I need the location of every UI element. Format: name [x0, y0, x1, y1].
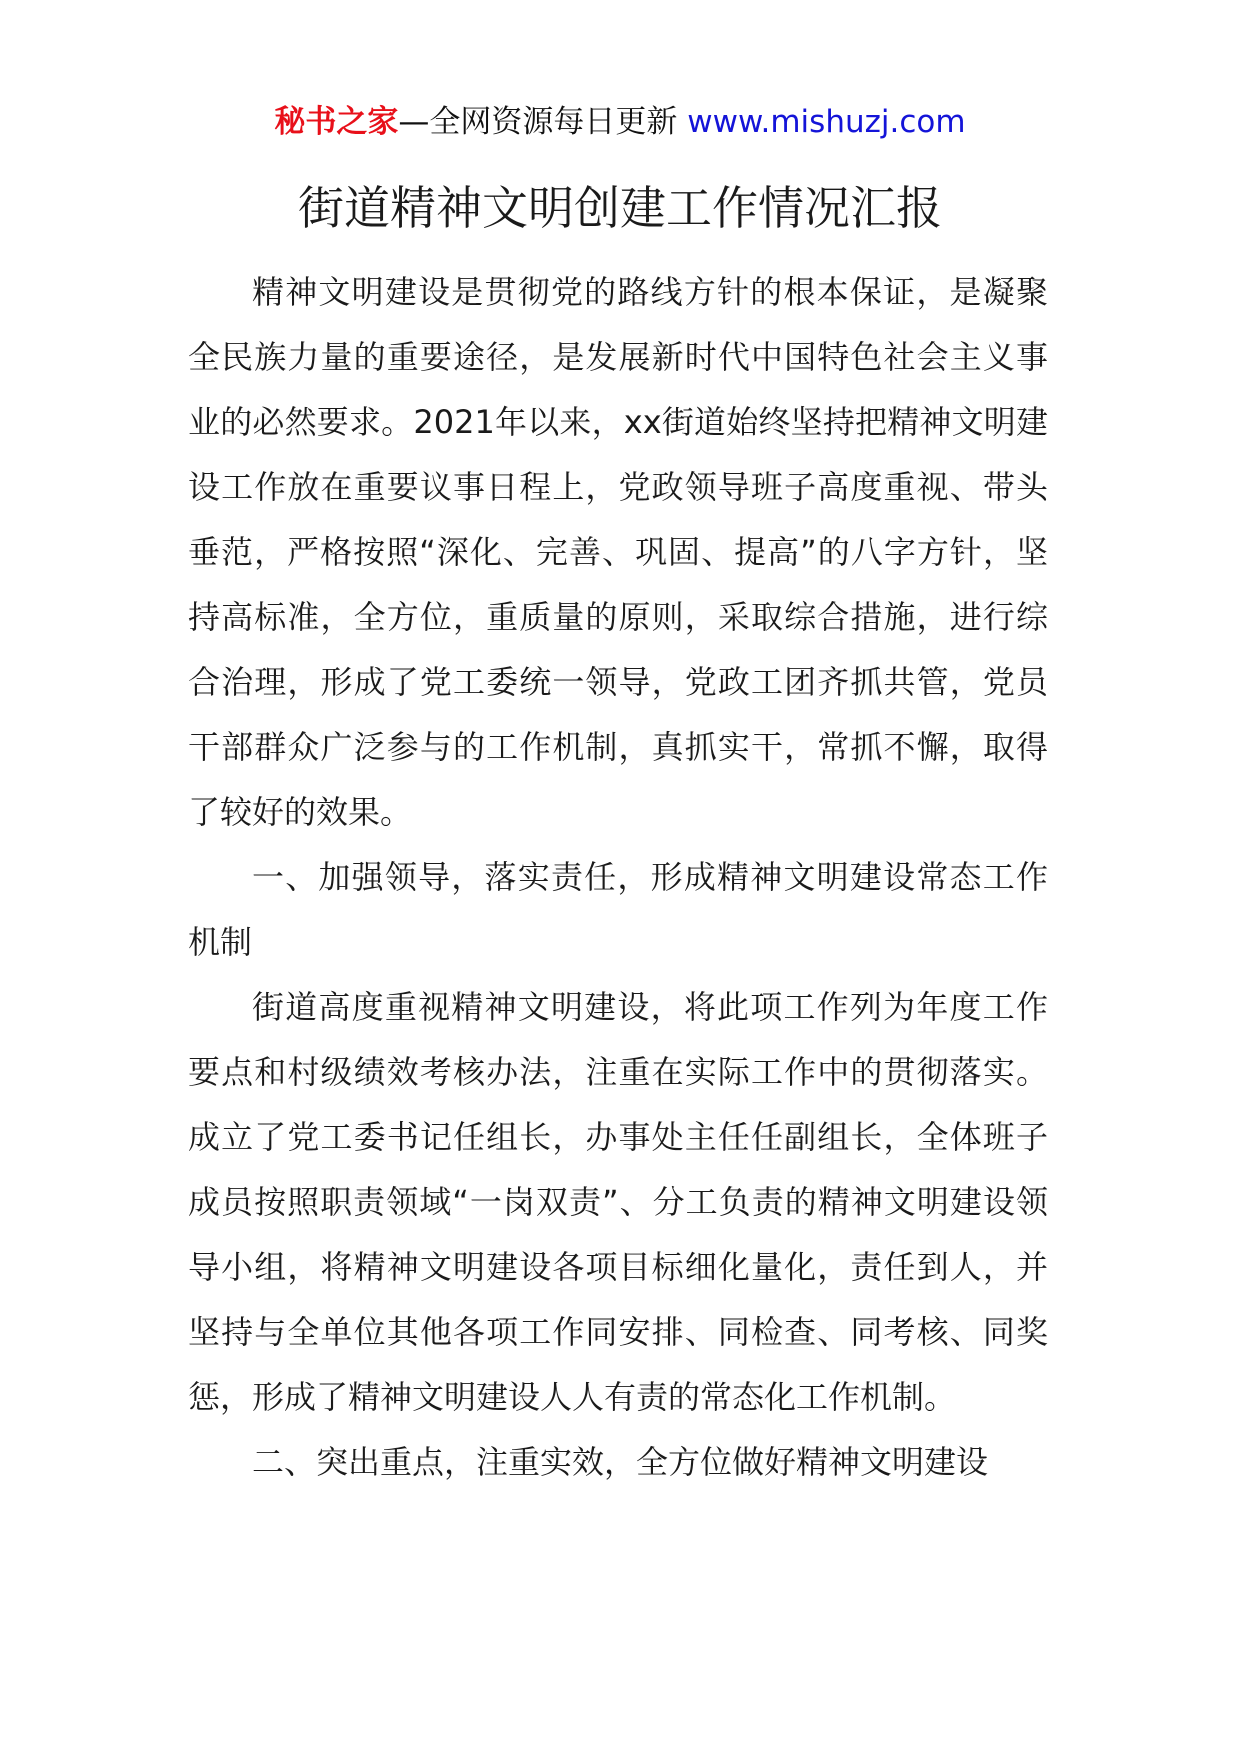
site-header [0, 100, 1240, 144]
paragraph-intro: 精神文明建设是贯彻党的路线方针的根本保证，是凝聚全民族力量的重要途径，是发展新时代中国特色社会主义事业的必然要求。2021年以来，xx街道始终坚持把精神文明建设工作放在重要议事日程上，党政领导班子高度重视、带头垂范，严格按照“深化、完善、巩固、提高”的八字方针，坚持高标准，全方位，重质量的原则，采取综合措施，进行综合治理，形成了党工委统一领导，党政工团齐抓共管，党员干部群众广泛参与的工作机制，真抓实干，常抓不懈，取得了较好的效果。 [188, 273, 1048, 831]
header-slogan: —全网资源每日更新 [398, 104, 688, 140]
site-url-link[interactable]: www.mishuzj.com [687, 104, 966, 140]
brand-name: 秘书之家 [274, 104, 399, 140]
section-heading-2: 二、突出重点，注重实效，全方位做好精神文明建设 [252, 1443, 989, 1481]
document-title: 街道精神文明创建工作情况汇报 [298, 181, 942, 235]
paragraph-section-1: 街道高度重视精神文明建设，将此项工作列为年度工作要点和村级绩效考核办法，注重在实际工作中的贯彻落实。成立了党工委书记任组长，办事处主任任副组长，全体班子成员按照职责领域“一岗双责”、分工负责的精神文明建设领导小组，将精神文明建设各项目标细化量化，责任到人，并坚持与全单位其他各项工作同安排、同检查、同考核、同奖惩，形成了精神文明建设人人有责的常态化工作机制。 [188, 988, 1048, 1416]
section-heading-1: 一、加强领导，落实责任，形成精神文明建设常态工作机制 [188, 858, 1048, 961]
document-body [188, 260, 1048, 1495]
